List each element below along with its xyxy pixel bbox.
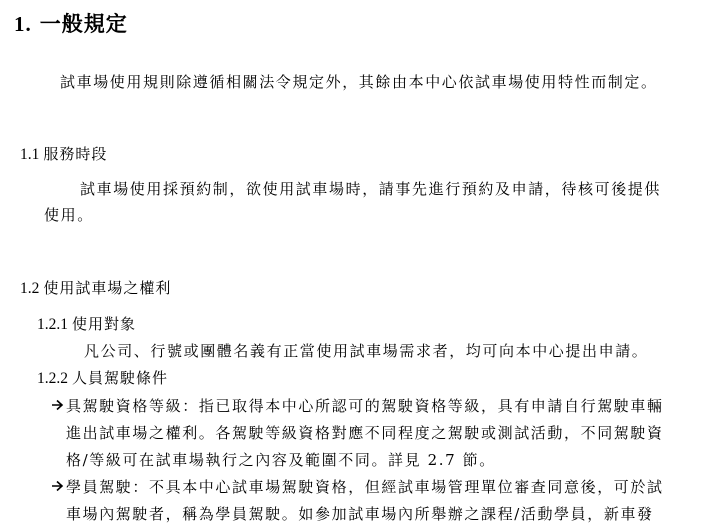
- subsection-1-2-2-heading: [37, 368, 168, 389]
- subsection-1-1-heading: [20, 144, 107, 165]
- section-heading: [14, 8, 128, 38]
- subsection-1-1-line-2: 使用。: [44, 206, 94, 224]
- section-title: 一般規定: [39, 11, 128, 36]
- subsection-1-2-title: 使用試車場之權利: [43, 279, 172, 297]
- subsection-1-2-1-title: 使用對象: [72, 315, 137, 333]
- subsection-1-2-1-heading: [37, 314, 136, 335]
- subsection-1-1-title: 服務時段: [43, 145, 108, 163]
- section-intro: 試車場使用規則除遵循相關法令規定外，其餘由本中心依試車場使用特性而制定。: [60, 73, 658, 91]
- subsection-1-2-1-number: 1.2.1: [37, 316, 68, 333]
- arrow-bullet-icon: [51, 477, 65, 497]
- subsection-1-2-heading: [20, 278, 171, 299]
- subsection-1-1-line-1: 試車場使用採預約制，欲使用試車場時，請事先進行預約及申請，待核可後提供: [80, 180, 662, 198]
- section-number: 1.: [14, 12, 32, 36]
- bullet-2-line-2: 車場內駕駛者，稱為學員駕駛。如參加試車場內所舉辦之課程/活動學員，新車發: [66, 505, 654, 523]
- subsection-1-2-number: 1.2: [20, 280, 40, 297]
- bullet-2-line-1: 學員駕駛：不具本中心試車場駕駛資格，但經試車場管理單位審查同意後，可於試: [66, 478, 664, 496]
- subsection-1-2-2-title: 人員駕駛條件: [72, 369, 169, 387]
- subsection-1-1-number: 1.1: [20, 146, 40, 163]
- subsection-1-2-1-line-1: 凡公司、行號或團體名義有正當使用試車場需求者，均可向本中心提出申請。: [84, 342, 649, 360]
- arrow-bullet-icon: [51, 396, 65, 416]
- bullet-1-line-1: 具駕駛資格等級：指已取得本中心所認可的駕駛資格等級，具有申請自行駕駛車輛: [66, 397, 664, 415]
- bullet-1-line-2: 進出試車場之權利。各駕駛等級資格對應不同程度之駕駛或測試活動，不同駕駛資: [66, 424, 664, 442]
- bullet-1-line-3: 格/等級可在試車場執行之內容及範圍不同。詳見 2.7 節。: [66, 451, 496, 469]
- subsection-1-2-2-number: 1.2.2: [37, 370, 68, 387]
